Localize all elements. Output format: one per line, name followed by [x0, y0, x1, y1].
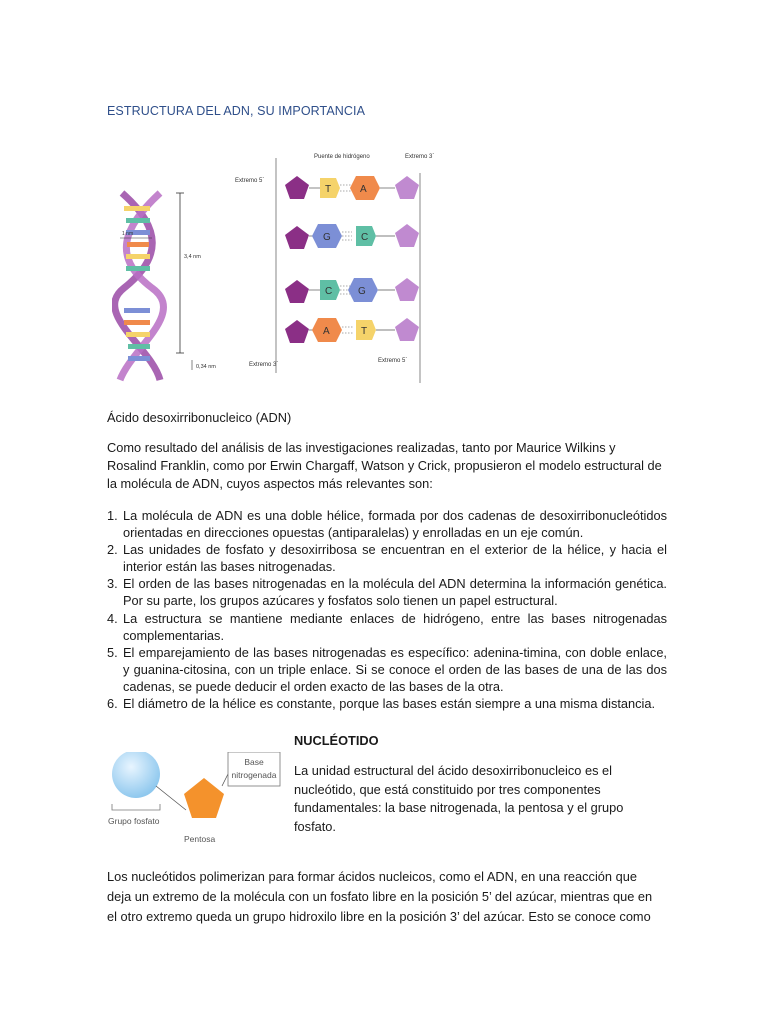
base-label-line1: Base — [244, 757, 264, 767]
phosphate-label: Grupo fosfato — [108, 816, 160, 826]
pair-1-right-base: A — [360, 184, 367, 195]
phosphate-group-shape — [112, 752, 160, 798]
nucleotide-title: NUCLÉOTIDO — [294, 733, 379, 748]
list-item: 2. Las unidades de fosfato y desoxirribosa se encuentran en el exterior de la hélice, y hacia el interior están las bases nitrogenadas. — [107, 542, 667, 575]
list-item: 4. La estructura se mantiene mediante enlaces de hidrógeno, entre las bases nitrogenadas complementarias. — [107, 610, 667, 643]
pentose-label: Pentosa — [184, 834, 216, 844]
extreme-3-top-label: Extremo 3´ — [405, 154, 435, 160]
pair-3-right-base: G — [358, 286, 366, 297]
pair-row-3 — [285, 278, 419, 303]
list-item: 1. La molécula de ADN es una doble hélice, formada por dos cadenas de desoxirribonucleótidos orientadas en direcciones opuestas (antiparalelas) y enrolladas en un eje común. — [107, 508, 667, 541]
pentose-shape — [184, 778, 224, 818]
extreme-5-top-label: Extremo 5´ — [235, 178, 265, 184]
double-helix-diagram — [115, 193, 217, 380]
final-paragraph: Los nucleótidos polimerizan para formar ácidos nucleicos, como el ADN, en una reacción que deja un extremo de la molécula con un fosfato libre en la posición 5’ del azúcar, mientras que en el otro extremo queda un grupo hidroxilo libre en la posición 3’ del azúcar. Esto se conoce como — [107, 869, 653, 924]
pair-row-1 — [285, 176, 419, 200]
list-item: 6. El diámetro de la hélice es constante, porque las bases están siempre a una misma distancia. — [107, 696, 656, 712]
pair-row-4 — [285, 318, 419, 343]
document-title: ESTRUCTURA DEL ADN, SU IMPORTANCIA — [107, 104, 366, 118]
dim-1nm-label: 1 nm — [122, 231, 134, 237]
pair-3-left-base: C — [325, 286, 333, 297]
intro-paragraph: Como resultado del análisis de las investigaciones realizadas, tanto por Maurice Wilkins y Rosalind Franklin, como por Erwin Chargaff, Watson y Crick, propusieron el modelo estructural de la molécula de ADN, cuyos aspectos más relevantes son: — [107, 440, 662, 491]
key-points-list — [107, 507, 667, 712]
base-pairing-diagram — [235, 154, 434, 383]
pair-1-left-base: T — [325, 184, 332, 195]
pair-2-right-base: C — [361, 232, 369, 243]
pair-2-left-base: G — [323, 232, 331, 243]
list-item: 3. El orden de las bases nitrogenadas en la molécula del ADN determina la información genética. Por su parte, los grupos azúcares y fosfatos solo tienen un papel estructural. — [107, 576, 667, 609]
pair-4-right-base: T — [361, 326, 368, 337]
section-heading: Ácido desoxirribonucleico (ADN) — [107, 410, 292, 425]
extreme-5-bottom-label: Extremo 5´ — [378, 358, 408, 364]
dna-structure-figure — [112, 148, 482, 386]
pair-row-2 — [285, 224, 419, 249]
pair-4-left-base: A — [323, 326, 330, 337]
dim-34nm-label: 3,4 nm — [184, 254, 201, 260]
extreme-3-bottom-label: Extremo 3´ — [249, 362, 279, 368]
dim-034nm-label: 0,34 nm — [196, 364, 216, 370]
base-label-line2: nitrogenada — [231, 770, 277, 780]
list-item: 5. El emparejamiento de las bases nitrogenadas es específico: adenina-timina, con doble enlace, y guanina-citosina, con un triple enlace. Si se conoce el orden de las bases de una de las dos cadenas, se puede deducir el orden exacto de las bases de la otra. — [107, 644, 667, 694]
nucleotide-figure — [104, 752, 282, 850]
nucleotide-paragraph: La unidad estructural del ácido desoxirribonucleico es el nucleótido, que está constituido por tres componentes fundamentales: la base nitrogenada, la pentosa y el grupo fosfato. — [294, 763, 624, 834]
hydrogen-bridge-label: Puente de hidrógeno — [314, 154, 370, 160]
